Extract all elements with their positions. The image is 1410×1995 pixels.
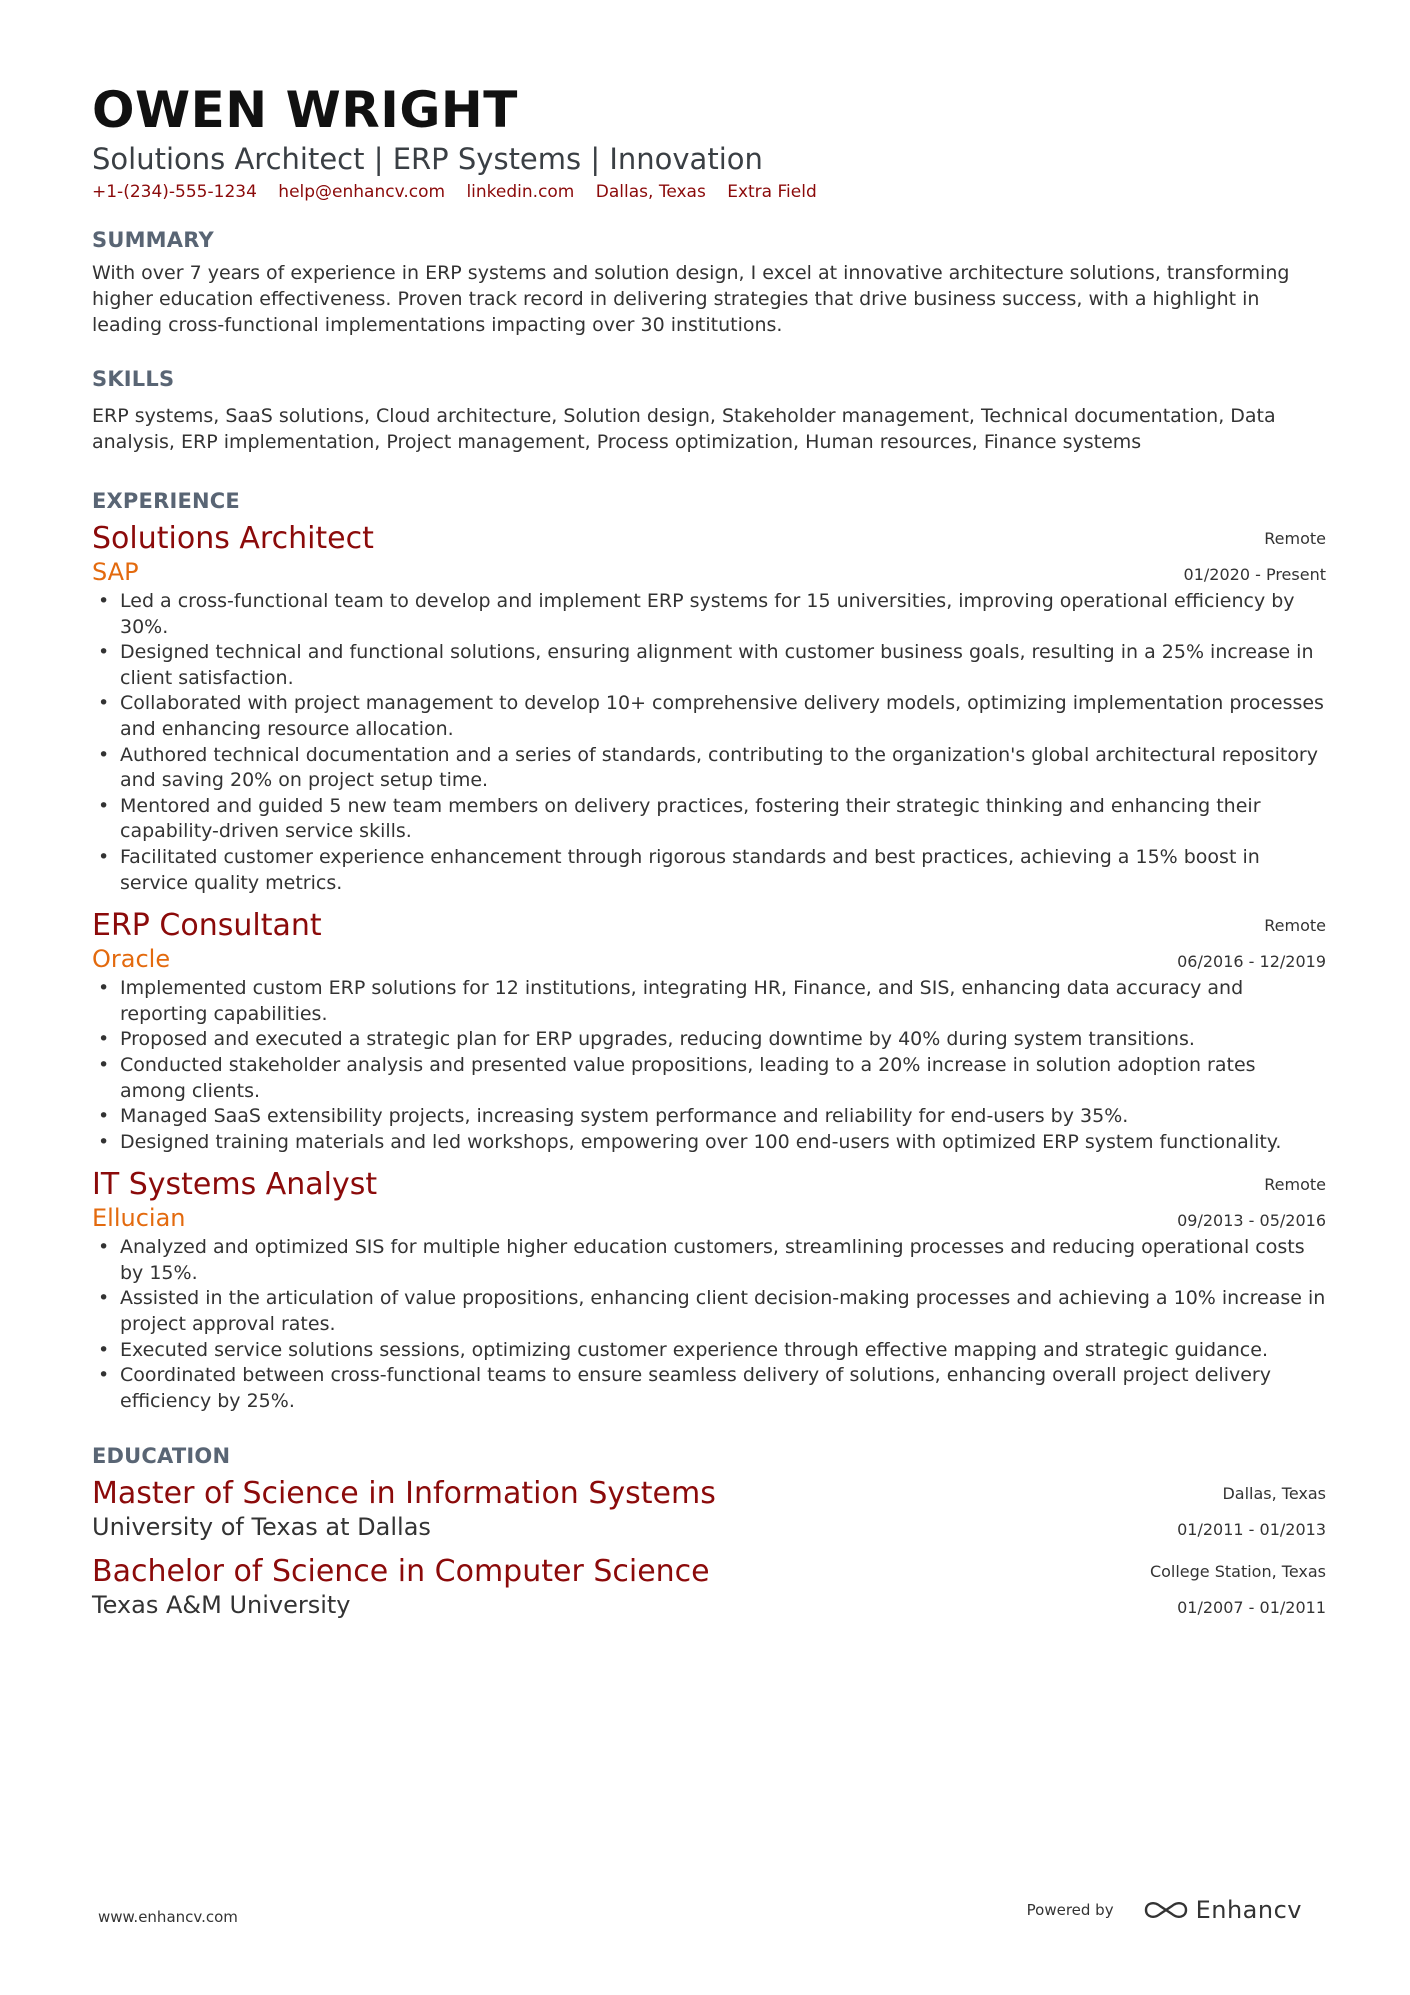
summary-heading: SUMMARY (92, 228, 214, 252)
enhancv-logo[interactable] (1142, 1896, 1302, 1924)
contact-location: Dallas, Texas (595, 182, 706, 202)
experience-entry (92, 521, 1326, 896)
bullet-item: • Executed service solutions sessions, optimizing customer experience through effective mapping and strategic guidance. (120, 1338, 1326, 1364)
education-school: University of Texas at Dallas (92, 1513, 431, 1542)
bullet-item: • Coordinated between cross-functional teams to ensure seamless delivery of solutions, enhancing overall project delivery efficiency by 25%. (120, 1363, 1326, 1414)
skills-section (92, 365, 1326, 455)
resume-page (92, 80, 1326, 1620)
summary-text: With over 7 years of experience in ERP systems and solution design, I excel at innovative architecture solutions, transforming higher education effectiveness. Proven track record in delivering strategies that drive business success, with a highlight in leading cross-functional implementations impacting over 30 institutions. (92, 262, 1290, 336)
logo-text: Enhancv (1195, 1896, 1302, 1924)
education-degree: Master of Science in Information Systems (92, 1476, 716, 1512)
powered-by-label: Powered by (1026, 1901, 1114, 1919)
education-location: Dallas, Texas (1222, 1484, 1326, 1504)
experience-company: Ellucian (92, 1204, 186, 1233)
contact-phone[interactable]: +1-(234)-555-1234 (92, 182, 257, 202)
education-dates: 01/2011 - 01/2013 (1177, 1520, 1326, 1540)
experience-location: Remote (1264, 1175, 1326, 1195)
bullet-item: • Designed training materials and led workshops, empowering over 100 end-users with optimized ERP system functionality. (120, 1130, 1326, 1156)
education-heading: EDUCATION (92, 1444, 231, 1469)
bullet-item: • Conducted stakeholder analysis and presented value propositions, leading to a 20% increase in solution adoption rates among clients. (120, 1053, 1326, 1104)
education-section (92, 1442, 1326, 1620)
experience-section (92, 487, 1326, 1414)
bullet-item: • Designed technical and functional solutions, ensuring alignment with customer business goals, resulting in a 25% increase in client satisfaction. (120, 640, 1326, 691)
education-dates: 01/2007 - 01/2011 (1177, 1598, 1326, 1618)
bullet-item: • Analyzed and optimized SIS for multiple higher education customers, streamlining processes and reducing operational costs by 15%. (120, 1235, 1326, 1286)
bullet-item: • Led a cross-functional team to develop and implement ERP systems for 15 universities, improving operational efficiency by 30%. (120, 589, 1326, 640)
experience-role: ERP Consultant (92, 908, 322, 944)
experience-entry (92, 908, 1326, 1155)
experience-company: Oracle (92, 945, 171, 974)
bullet-item: • Facilitated customer experience enhancement through rigorous standards and best practices, achieving a 15% boost in service quality metrics. (120, 845, 1326, 896)
experience-location: Remote (1264, 529, 1326, 548)
skills-heading: SKILLS (92, 367, 175, 391)
education-location: College Station, Texas (1149, 1562, 1326, 1582)
bullet-item: • Implemented custom ERP solutions for 12 institutions, integrating HR, Finance, and SIS, enhancing data accuracy and reporting capabilities. (120, 976, 1326, 1027)
bullet-item: • Managed SaaS extensibility projects, increasing system performance and reliability for end-users by 35%. (120, 1104, 1326, 1130)
experience-heading: EXPERIENCE (92, 489, 240, 513)
bullet-item: • Proposed and executed a strategic plan for ERP upgrades, reducing downtime by 40% during system transitions. (120, 1027, 1326, 1053)
footer-branding (1027, 1896, 1302, 1924)
experience-bullets (92, 589, 1326, 896)
experience-dates: 06/2016 - 12/2019 (1177, 952, 1326, 972)
candidate-name: OWEN WRIGHT (92, 81, 518, 139)
footer-website-link[interactable]: www.enhancv.com (98, 1908, 238, 1926)
education-entry (92, 1554, 1326, 1620)
contact-extra-field: Extra Field (727, 182, 817, 202)
candidate-title: Solutions Architect | ERP Systems | Innovation (92, 142, 763, 176)
education-school: Texas A&M University (92, 1591, 351, 1620)
experience-bullets (92, 1235, 1326, 1414)
contact-bar (92, 180, 1326, 204)
bullet-item: • Mentored and guided 5 new team members on delivery practices, fostering their strategic thinking and enhancing their capability-driven service skills. (120, 794, 1326, 845)
bullet-item: • Collaborated with project management to develop 10+ comprehensive delivery models, optimizing implementation processes and enhancing resource allocation. (120, 691, 1326, 742)
contact-linkedin[interactable]: linkedin.com (466, 182, 575, 202)
education-entry (92, 1476, 1326, 1542)
experience-dates: 01/2020 - Present (1183, 565, 1326, 584)
contact-email[interactable]: help@enhancv.com (278, 182, 446, 202)
experience-location: Remote (1264, 916, 1326, 936)
experience-bullets (92, 976, 1326, 1155)
skills-text: ERP systems, SaaS solutions, Cloud architecture, Solution design, Stakeholder management, Technical documentation, Data analysis, ERP implementation, Project management, Process optimization, Human resources, Finance systems (92, 405, 1276, 453)
experience-company: SAP (92, 558, 139, 586)
summary-section (92, 226, 1326, 338)
experience-role: Solutions Architect (92, 521, 374, 556)
experience-entry (92, 1167, 1326, 1414)
enhancv-logo-icon (1142, 1897, 1190, 1923)
experience-role: IT Systems Analyst (92, 1167, 378, 1203)
education-degree: Bachelor of Science in Computer Science (92, 1554, 710, 1590)
bullet-item: • Authored technical documentation and a series of standards, contributing to the organization's global architectural repository and saving 20% on project setup time. (120, 743, 1326, 794)
bullet-item: • Assisted in the articulation of value propositions, enhancing client decision-making processes and achieving a 10% increase in project approval rates. (120, 1286, 1326, 1337)
experience-dates: 09/2013 - 05/2016 (1177, 1211, 1326, 1231)
